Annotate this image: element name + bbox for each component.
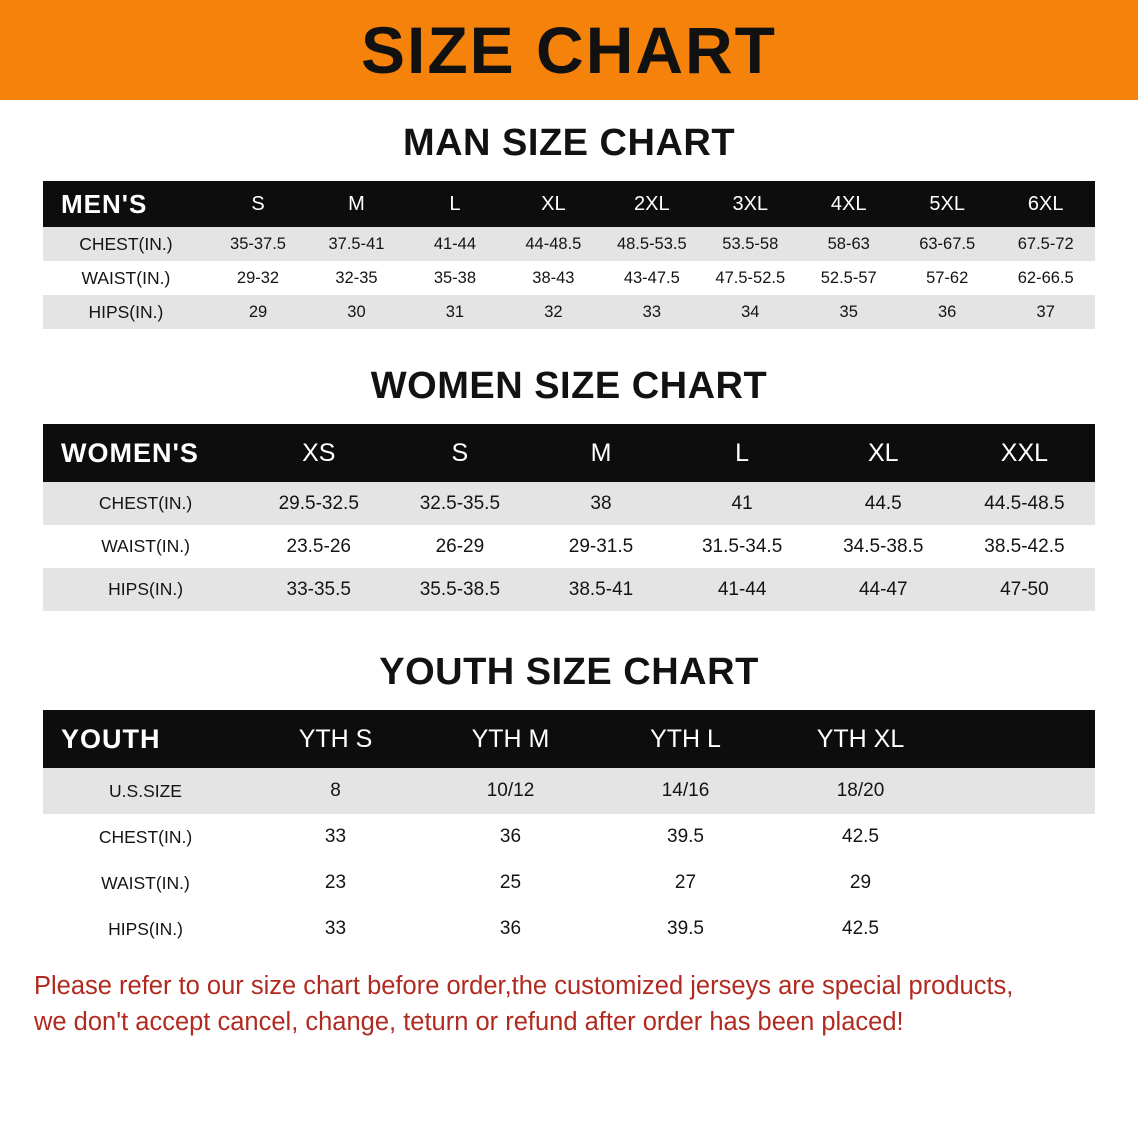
row-label: WAIST(IN.) [81, 267, 171, 288]
cell: 52.5-57 [820, 268, 877, 287]
table-row [43, 295, 1095, 329]
cell: 58-63 [827, 234, 870, 253]
cell: 29-32 [236, 268, 280, 287]
cell: 44.5-48.5 [984, 492, 1065, 514]
cell: 38.5-41 [568, 578, 634, 600]
cell: 35-37.5 [230, 234, 286, 253]
table-row [43, 261, 1095, 295]
cell: 38.5-42.5 [984, 535, 1065, 557]
man-section-heading: MAN SIZE CHART [402, 122, 736, 164]
women-size-table-wrap [43, 424, 1095, 611]
cell: 53.5-58 [722, 234, 779, 253]
table-row [43, 568, 1095, 611]
column-header: S [451, 438, 469, 467]
cell: 33 [324, 918, 347, 939]
column-header: M [590, 438, 612, 467]
cell: 27 [674, 872, 697, 893]
cell: 30 [347, 302, 366, 321]
table-row [43, 227, 1095, 261]
column-header: MEN'S [61, 188, 148, 219]
column-header: YTH L [650, 724, 721, 753]
column-header: YTH XL [816, 724, 905, 753]
column-header: 2XL [634, 192, 670, 215]
cell: 33 [324, 826, 347, 847]
cell: 42.5 [842, 918, 879, 939]
row-label: WAIST(IN.) [101, 536, 190, 556]
cell: 34.5-38.5 [843, 535, 924, 557]
table-row [43, 482, 1095, 525]
banner [0, 0, 1138, 100]
cell: 39.5 [667, 918, 704, 939]
cell: 39.5 [667, 826, 704, 847]
cell: 29-31.5 [568, 535, 634, 557]
row-label: WAIST(IN.) [101, 872, 190, 893]
column-header: WOMEN'S [61, 437, 199, 468]
column-header: 4XL [830, 192, 867, 215]
cell: 35.5-38.5 [419, 578, 501, 600]
cell: 41-44 [433, 234, 477, 253]
cell: 32-35 [335, 268, 378, 287]
cell: 48.5-53.5 [616, 234, 687, 253]
cell: 62-66.5 [1017, 268, 1074, 287]
cell: 63-67.5 [919, 234, 976, 253]
youth-size-table-wrap [43, 710, 1095, 952]
cell-spacer [948, 860, 1095, 906]
column-header: S [251, 192, 265, 215]
cell: 38 [590, 492, 612, 514]
cell-spacer [948, 814, 1095, 860]
cell: 36 [499, 826, 522, 847]
column-header: YOUTH [61, 723, 161, 754]
cell: 35-38 [433, 268, 477, 287]
cell: 36 [938, 302, 957, 321]
row-label: HIPS(IN.) [88, 301, 164, 322]
cell: 38-43 [532, 268, 575, 287]
cell: 44.5 [864, 492, 902, 514]
row-label: CHEST(IN.) [98, 493, 193, 513]
column-header: 6XL [1027, 192, 1064, 215]
cell: 34 [741, 302, 760, 321]
cell: 32 [544, 302, 563, 321]
cell: 8 [330, 780, 341, 801]
youth-size-table [43, 710, 1095, 952]
cell: 26-29 [435, 535, 485, 557]
cell: 10/12 [486, 780, 535, 801]
cell: 37 [1036, 302, 1055, 321]
cell: 37.5-41 [328, 234, 385, 253]
column-header: XL [867, 438, 899, 467]
disclaimer-note [34, 968, 1104, 1040]
row-label: CHEST(IN.) [98, 826, 193, 847]
women-section-heading: WOMEN SIZE CHART [370, 365, 768, 407]
cell-spacer [948, 906, 1095, 952]
column-header: 3XL [732, 192, 769, 215]
table-row [43, 906, 1095, 952]
cell: 33-35.5 [286, 578, 351, 600]
column-header: XL [541, 192, 566, 215]
column-header: L [449, 192, 461, 215]
table-row [43, 814, 1095, 860]
page-title: SIZE CHART [361, 13, 777, 87]
cell: 41-44 [717, 578, 767, 600]
cell: 29.5-32.5 [278, 492, 359, 514]
cell: 23.5-26 [286, 535, 351, 557]
cell: 44-47 [858, 578, 908, 600]
cell: 41 [731, 492, 753, 514]
row-label: U.S.SIZE [109, 780, 182, 801]
cell: 32.5-35.5 [419, 492, 501, 514]
column-header: 5XL [929, 192, 965, 215]
cell: 29 [248, 302, 268, 321]
cell: 36 [499, 918, 522, 939]
column-header: M [348, 192, 365, 215]
cell: 18/20 [836, 780, 885, 801]
row-label: HIPS(IN.) [108, 918, 183, 939]
cell: 23 [324, 872, 347, 893]
table-row [43, 768, 1095, 814]
table-header-row [43, 181, 1095, 227]
column-header: YTH M [471, 724, 550, 753]
column-header-spacer [948, 710, 1095, 768]
cell: 35 [839, 302, 858, 321]
cell: 57-62 [926, 268, 969, 287]
cell: 29 [849, 872, 872, 893]
cell: 42.5 [842, 826, 879, 847]
cell: 31.5-34.5 [701, 535, 783, 557]
cell: 14/16 [661, 780, 710, 801]
cell: 67.5-72 [1017, 234, 1074, 253]
youth-section-heading: YOUTH SIZE CHART [379, 651, 759, 693]
cell: 47-50 [1000, 578, 1049, 600]
column-header: XS [302, 438, 336, 467]
table-row [43, 525, 1095, 568]
cell: 31 [445, 302, 465, 321]
cell: 43-47.5 [623, 268, 680, 287]
cell: 44-48.5 [525, 234, 582, 253]
table-header-row [43, 710, 1095, 768]
row-label: CHEST(IN.) [79, 233, 173, 254]
cell: 33 [642, 302, 661, 321]
disclaimer-line-1: Please refer to our size chart before order,the customized jerseys are special products, [34, 972, 1014, 1000]
column-header: XXL [1000, 438, 1049, 467]
column-header: L [735, 438, 750, 467]
table-row [43, 860, 1095, 906]
cell: 25 [499, 872, 522, 893]
column-header: YTH S [298, 724, 373, 753]
row-label: HIPS(IN.) [108, 579, 184, 599]
cell-spacer [948, 768, 1095, 814]
man-size-table-wrap [43, 181, 1095, 329]
cell: 47.5-52.5 [715, 268, 786, 287]
disclaimer-line-2: we don't accept cancel, change, teturn or refund after order has been placed! [34, 1008, 904, 1037]
women-size-table [43, 424, 1095, 611]
table-header-row [43, 424, 1095, 482]
man-size-table [43, 181, 1095, 329]
